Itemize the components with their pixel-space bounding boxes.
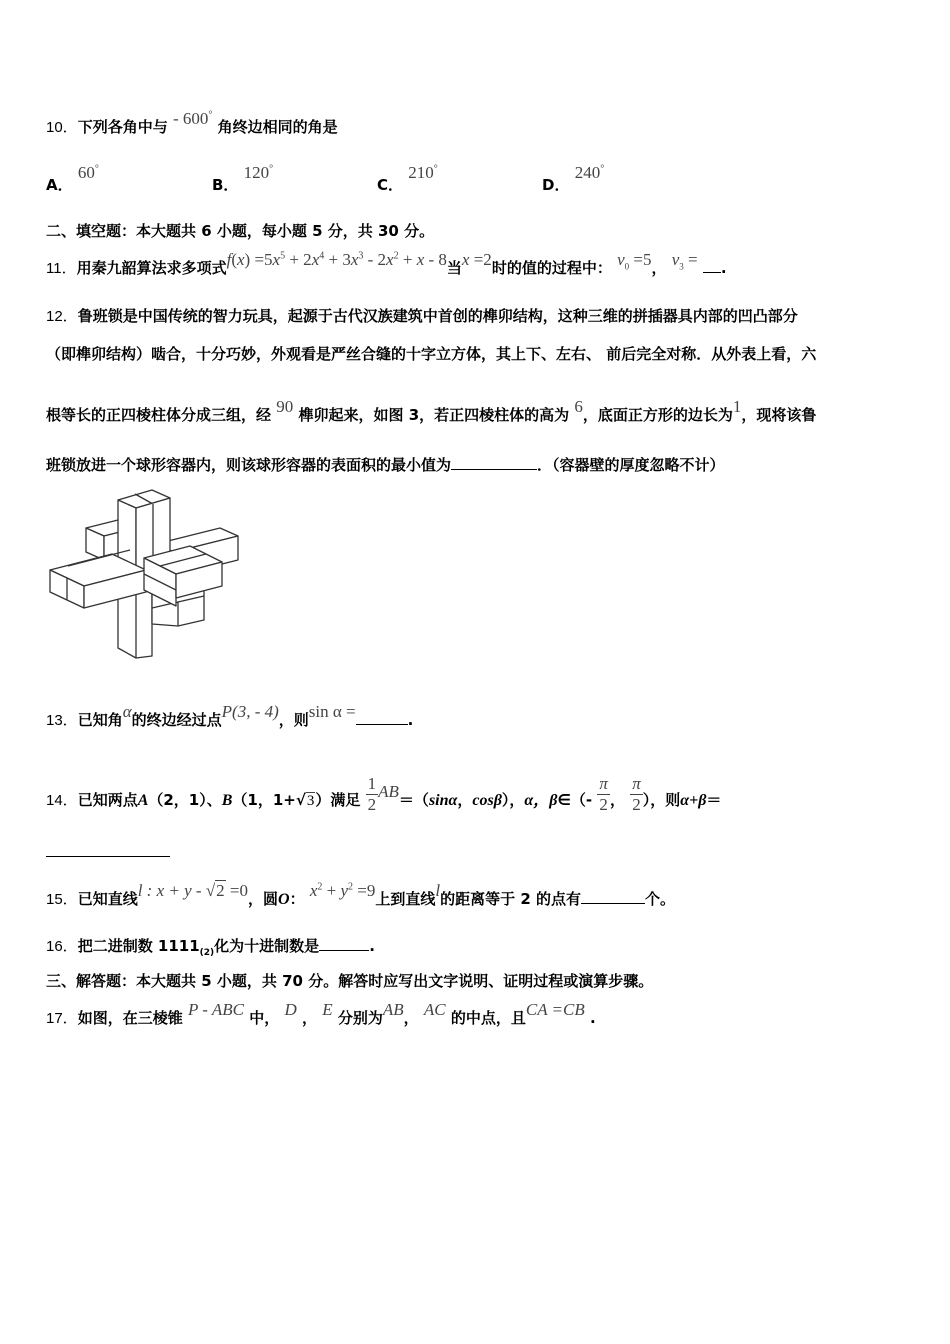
q16-stem: 16．把二进制数 $1111_{(2)}$化为十进制数是 .	[46, 937, 375, 958]
luban-lock-drawing	[48, 488, 248, 663]
q15-circle-equation: $x^2 + y^2 =9$	[309, 881, 376, 900]
q10-stem: 10．下列各角中与 - 600° 角终边相同的角是	[46, 109, 338, 136]
q11-polynomial: $f(x) =5x^5 + 2x^4 + 3x^3 - 2x^2 + x - 8$	[226, 250, 447, 269]
q13-answer-blank[interactable]	[356, 710, 408, 725]
q14-neg-pi-half: $\frac{\pi}{2}$	[599, 774, 608, 814]
q10-option-a[interactable]: A． 60°	[46, 163, 99, 194]
q11-answer-blank[interactable]	[703, 258, 721, 273]
section-2-heading: 二、填空题：本大题共 6 小题，每小题 5 分，共 30 分。	[46, 222, 435, 240]
q14-half-fraction: $\frac{1}{2}$	[367, 774, 377, 814]
q10-number: 10．	[46, 119, 78, 136]
q14-answer-line	[46, 842, 170, 861]
q12-line-1: 12．鲁班锁是中国传统的智力玩具，起源于古代汉族建筑中首创的榫卯结构，这种三维的拼插器具内部的凹凸部分	[46, 307, 798, 325]
luban-lock-figure	[48, 488, 248, 667]
q12-line-2: （即榫卯结构）啮合，十分巧妙，外观看是严丝合缝的十字立方体，其上下、左右、 前后完全对称．从外表上看，六	[46, 345, 817, 363]
q17-pyramid: P - ABC	[187, 1000, 244, 1019]
q11-stem: 11．用秦九韶算法求多项式$f(x) =5x^5 + 2x^4 + 3x^3 - 2x^2 + x - 8$当x =2时的值的过程中： $v_0 =5$， $v_3$ = .	[46, 250, 727, 277]
q11-v3: $v_3$ =	[671, 250, 698, 272]
q13-stem: 13．已知角α的终边经过点P(3, - 4)，则sin α = .	[46, 702, 414, 729]
q15-answer-blank[interactable]	[581, 889, 645, 904]
q16-answer-blank[interactable]	[319, 936, 369, 951]
q10-option-c[interactable]: C． 210°	[377, 163, 438, 194]
q11-v0: $v_0 =5$	[617, 250, 652, 272]
q12-line-3: 根等长的正四棱柱体分成三组，经 90 榫卯起来，如图 3，若正四棱柱体的高为 6，底面正方形的边长为1，现将该鲁	[46, 397, 817, 424]
q10-angle: - 600	[172, 109, 209, 128]
q17-stem: 17．如图，在三棱锥 P - ABC 中， D ， E 分别为AB， AC 的中点，且CA =CB .	[46, 1000, 596, 1027]
q12-line-4: 班锁放进一个球形容器内，则该球形容器的表面积的最小值为 ．（容器壁的厚度忽略不计）	[46, 456, 725, 474]
q13-point: P(3, - 4)	[221, 702, 279, 721]
q14-pi-half: $\frac{\pi}{2}$	[632, 774, 641, 814]
q15-stem: 15．已知直线l : x + y - √2 =0，圆O： $x^2 + y^2 =9$上到直线l的距离等于 2 的点有 个。	[46, 881, 676, 908]
q14-stem: 14．已知两点A（2，1）、B（1，1+√3）满足 $\frac{1}{2}$ AB＝（sinα，cosβ），α，β∈（- $\frac{\pi}{2}$ ， $\frac{\pi}{2}$ ），则α+β＝	[46, 774, 722, 814]
q10-option-b[interactable]: B． 120°	[212, 163, 274, 194]
q12-answer-blank[interactable]	[451, 455, 537, 470]
q15-line-equation: l : x + y - √2 =0	[137, 881, 248, 900]
section-3-heading: 三、解答题：本大题共 5 小题，共 70 分。解答时应写出文字说明、证明过程或演算步骤。	[46, 972, 654, 990]
q10-option-d[interactable]: D． 240°	[542, 163, 605, 194]
q14-answer-blank[interactable]	[46, 842, 170, 857]
